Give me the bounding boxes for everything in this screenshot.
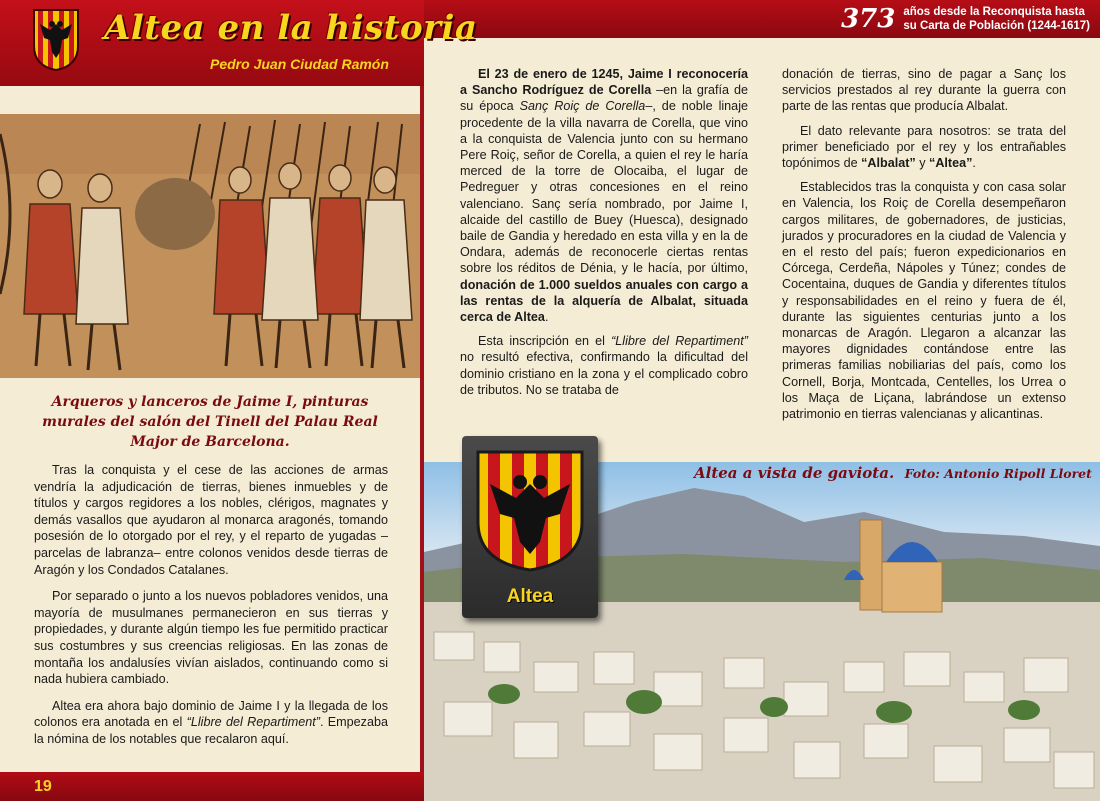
author-name: Pedro Juan Ciudad Ramón [210, 56, 389, 72]
text-run: . [544, 310, 549, 325]
paragraph [34, 698, 388, 748]
paragraph [460, 333, 748, 398]
anniversary-line-2: su Carta de Población (1244-1617) [903, 20, 1090, 32]
page-number: 19 [34, 778, 52, 795]
anniversary-banner [841, 2, 1090, 36]
bold-run: “Albalat” [861, 156, 916, 171]
series-title: Altea en la historia [104, 8, 478, 48]
text-run: . Empezaba la nómina de los notables que recalaron aquí. [34, 715, 388, 746]
anniversary-text [903, 5, 1090, 33]
text-run: no resultó efectiva, confirmando la dificultad del dominio cristiano en la zona y el complicado cobro de tributos. No se trataba de [460, 350, 748, 397]
text-run: –, de noble linaje procedente de la villa navarra de Corella, que vino a la conquista de Valencia junto con su hermano Pere Roiç, señor de Corella, a quien el rey le haría merced de la torre de Olocaiba, el lugar de Pedreguer y otras concesiones en el reino valenciano. Sanç sería nombrado, por Jaime I, alcaide del castillo de Buey (Huesca), designado baile de Gandia y heredado en esta villa y en la de Ondara, además de reconocerle ciertas rentas sobre los réditos de Dénia, y le hacía, por último, [460, 99, 748, 276]
mural-painting-image [0, 114, 420, 378]
paragraph: Establecidos tras la conquista y con casa solar en Valencia, los Roiç de Corella desempeñaron cargos militares, de gobernadores, de justicias, jurados y procuradores en la ciudad de Valencia y en el resto del país; fueron expedicionarios en Córcega, Cerdeña, Nápoles y Túnez; condes de Cocentaina, duques de Gandia y diferentes títulos y responsabilidades en el reino y fuera de él, durante las siguientes centurias junto a los monarcas de Aragón. Llegaron a alcanzar las mayores dignidades contándose entre las primeras familias nobiliarias del país, como los Cornell, Borja, Montcada, Centelles, los Urrea o los Maça de Liçana, labrándose un extenso patrimonio en tierras valencianas y alicantinas. [782, 180, 1066, 422]
paragraph [460, 66, 748, 325]
italic-title: “Llibre del Repartiment” [611, 334, 748, 349]
text-run: –en la grafía de su época [460, 83, 748, 114]
paragraph: donación de tierras, sino de pagar a Sanç los servicios prestados al rey durante la guerra con parte de las rentas que producía Albalat. [782, 67, 1066, 114]
paragraph [782, 123, 1066, 172]
bold-run: donación de 1.000 sueldos anuales con cargo a las rentas de la alquería de Albalat, situada cerca de Altea [460, 277, 748, 325]
italic-run: Sanç Roiç de Corella [519, 99, 646, 114]
coat-of-arms-label: Altea [506, 586, 554, 607]
article-column-2 [782, 66, 1066, 430]
text-run: Altea era ahora bajo dominio de Jaime I y la llegada de los colonos era anotada en el [34, 698, 388, 730]
shield-eagle-icon [474, 448, 586, 574]
text-run: Esta inscripción en el [478, 334, 612, 349]
shield-eagle-icon [32, 8, 80, 72]
photo-caption-main: Altea a vista de gaviota. [694, 464, 895, 482]
paragraph: Tras la conquista y el cese de las acciones de armas vendría la adjudicación de tierras, bienes inmuebles y de títulos y cargos regidores a los nobles, clérigos, magnates y demás vasallos que ayudaron al monarca aragonés, tomando posesión de lo otorgado por el rey, y el reparto de yugadas –parcelas de labranza– entre colonos venidos desde tierras de Aragón y los Condados Catalanes. [34, 463, 388, 577]
left-article-text [34, 462, 388, 758]
anniversary-number: 373 [841, 4, 896, 34]
photo-caption [694, 464, 1092, 482]
footer-bar [0, 772, 424, 801]
bold-run: El 23 de enero de 1245, Jaime I reconocería a Sancho Rodríguez de Corella [460, 67, 748, 98]
photo-credit: Foto: Antonio Ripoll Lloret [904, 466, 1092, 481]
mural-caption: Arqueros y lanceros de Jaime I, pinturas murales del salón del Tinell del Palau Real Major de Barcelona. [42, 394, 378, 450]
article-column-1 [460, 66, 748, 406]
anniversary-line-1: años desde la Reconquista hasta [903, 6, 1085, 18]
text-run: y [915, 156, 930, 171]
text-run: . [972, 156, 976, 171]
bold-run: “Altea” [929, 156, 973, 171]
text-run: El dato relevante para nosotros: se trata del primer beneficiado por el rey y los entrañables topónimos de [782, 123, 1066, 171]
paragraph: Por separado o junto a los nuevos pobladores venidos, una mayoría de musulmanes permanecieron en sus tierras y propiedades, y durante algún tiempo les fue permitido practicar sus costumbres y sus creencias religiosas. En las zonas de montaña los andalusíes vivían aislados, continuando como si nada hubiera cambiado. [34, 589, 388, 687]
italic-title: “Llibre del Repartiment” [186, 715, 320, 730]
